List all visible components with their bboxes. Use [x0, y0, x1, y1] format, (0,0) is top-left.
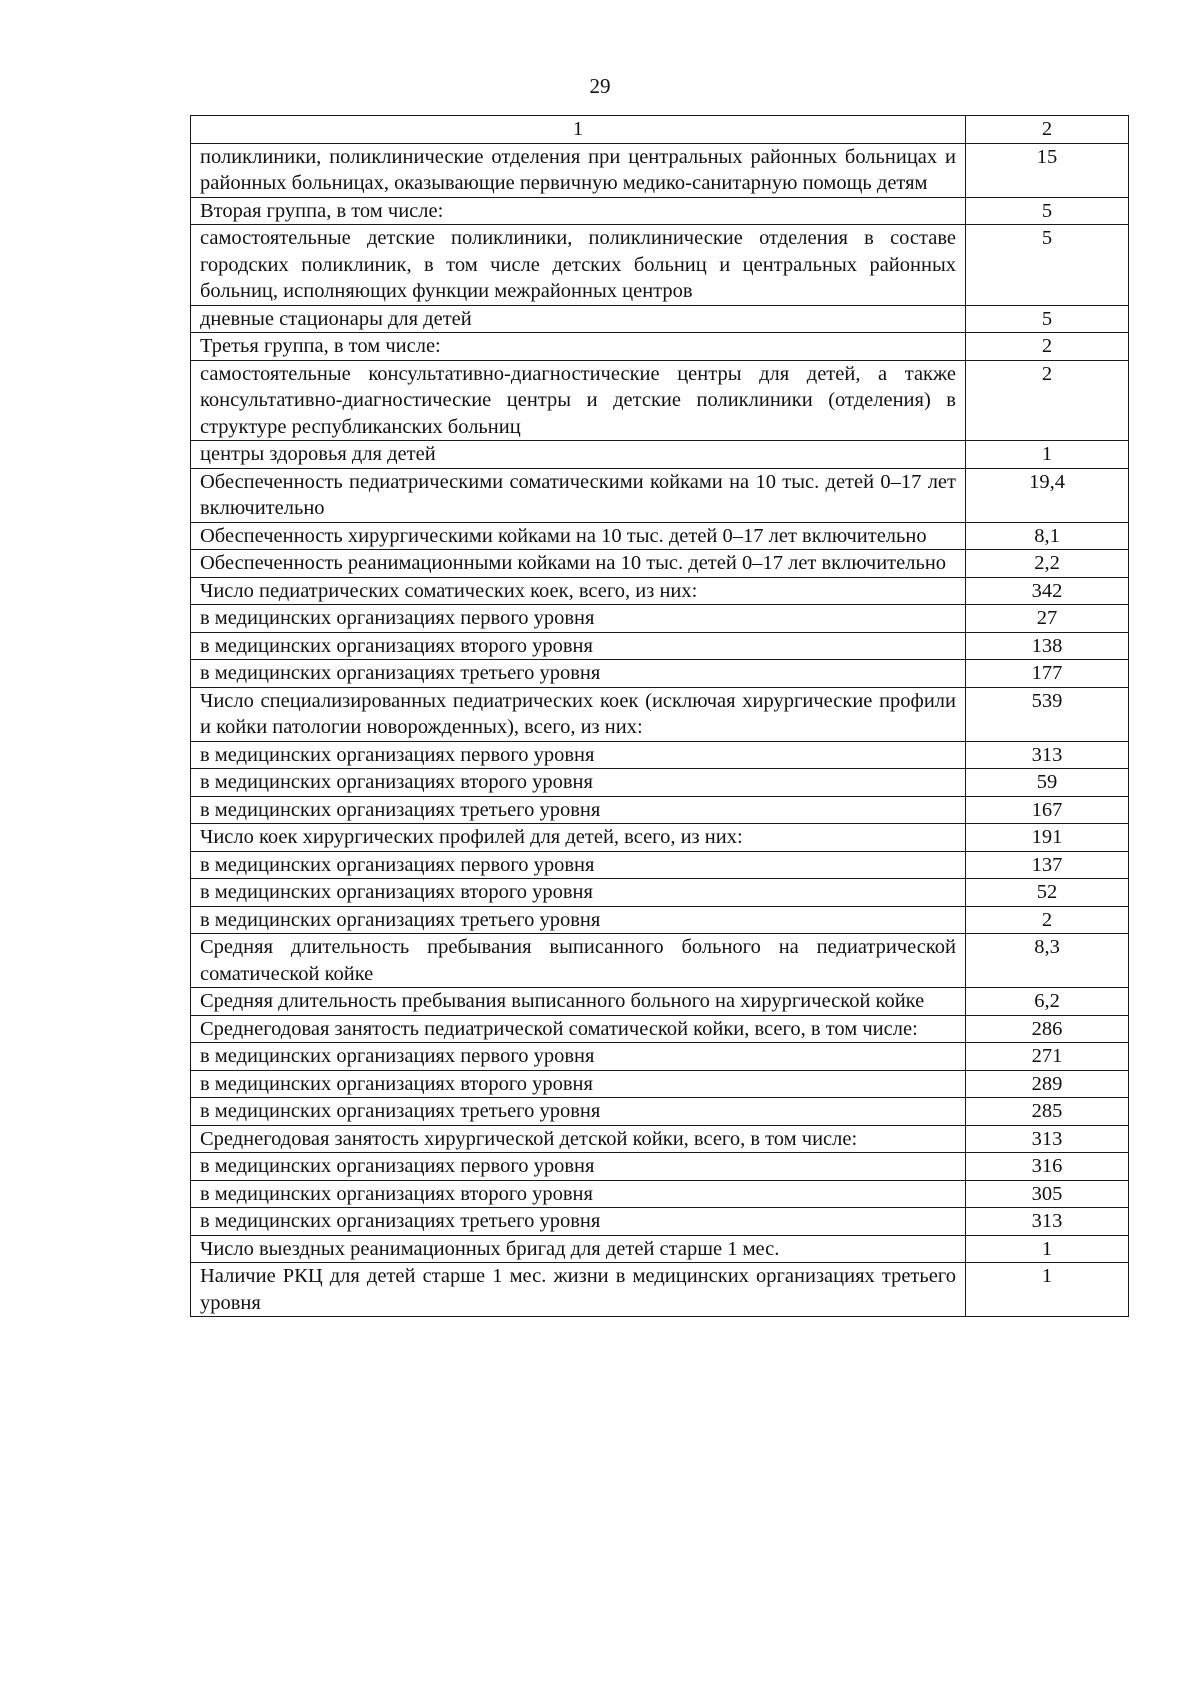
row-value: 177: [966, 660, 1129, 688]
table-row: [191, 824, 1129, 852]
table-row: [191, 605, 1129, 633]
table-row: [191, 143, 1129, 197]
row-value: 5: [966, 225, 1129, 306]
row-value: 27: [966, 605, 1129, 633]
row-label: в медицинских организациях третьего уровня: [191, 906, 966, 934]
table-row: [191, 1070, 1129, 1098]
table-row: [191, 632, 1129, 660]
row-label: в медицинских организациях второго уровня: [191, 1180, 966, 1208]
row-label: в медицинских организациях третьего уровня: [191, 1208, 966, 1236]
table-row: [191, 769, 1129, 797]
data-table: [190, 115, 1129, 1317]
table-row: [191, 197, 1129, 225]
row-value: 19,4: [966, 468, 1129, 522]
table-row: [191, 1015, 1129, 1043]
row-value: 52: [966, 879, 1129, 907]
row-value: 138: [966, 632, 1129, 660]
row-label: Обеспеченность хирургическими койками на 10 тыс. детей 0–17 лет включительно: [191, 522, 966, 550]
row-label: поликлиники, поликлинические отделения при центральных районных больницах и районных больницах, оказывающие первичную медико-санитарную помощь детям: [191, 143, 966, 197]
row-value: 313: [966, 1125, 1129, 1153]
row-value: 15: [966, 143, 1129, 197]
table-row: [191, 468, 1129, 522]
table-row: [191, 441, 1129, 469]
row-value: 342: [966, 577, 1129, 605]
table-row: [191, 1125, 1129, 1153]
table-row: [191, 988, 1129, 1016]
row-label: Средняя длительность пребывания выписанного больного на хирургической койке: [191, 988, 966, 1016]
row-value: 316: [966, 1153, 1129, 1181]
row-label: самостоятельные детские поликлиники, поликлинические отделения в составе городских поликлиник, в том числе детских больниц и центральных районных больниц, исполняющих функции межрайонных центров: [191, 225, 966, 306]
table-row: [191, 305, 1129, 333]
table-row: [191, 796, 1129, 824]
table-row: [191, 360, 1129, 441]
table-row: [191, 1043, 1129, 1071]
row-value: 2: [966, 360, 1129, 441]
row-label: Число специализированных педиатрических коек (исключая хирургические профили и койки патологии новорожденных), всего, из них:: [191, 687, 966, 741]
row-value: 2: [966, 906, 1129, 934]
table-row: [191, 1235, 1129, 1263]
row-value: 191: [966, 824, 1129, 852]
table-row: [191, 333, 1129, 361]
row-label: в медицинских организациях третьего уровня: [191, 1098, 966, 1126]
row-value: 2: [966, 333, 1129, 361]
row-value: 313: [966, 1208, 1129, 1236]
row-label: Средняя длительность пребывания выписанного больного на педиатрической соматической койке: [191, 934, 966, 988]
row-label: в медицинских организациях второго уровня: [191, 632, 966, 660]
row-value: 289: [966, 1070, 1129, 1098]
row-value: 59: [966, 769, 1129, 797]
table-row: [191, 550, 1129, 578]
row-label: самостоятельные консультативно-диагностические центры для детей, а также консультативно-диагностические центры и детские поликлиники (отделения) в структуре республиканских больниц: [191, 360, 966, 441]
table-row: [191, 879, 1129, 907]
table-row: [191, 906, 1129, 934]
table-row: [191, 225, 1129, 306]
column-header-1: 1: [191, 116, 966, 144]
table-row: [191, 660, 1129, 688]
row-label: Обеспеченность реанимационными койками на 10 тыс. детей 0–17 лет включительно: [191, 550, 966, 578]
row-label: Число выездных реанимационных бригад для детей старше 1 мес.: [191, 1235, 966, 1263]
row-value: 1: [966, 441, 1129, 469]
row-value: 1: [966, 1235, 1129, 1263]
table-row: [191, 1180, 1129, 1208]
row-label: дневные стационары для детей: [191, 305, 966, 333]
table-row: [191, 851, 1129, 879]
row-label: в медицинских организациях второго уровня: [191, 879, 966, 907]
row-value: 1: [966, 1263, 1129, 1317]
row-label: в медицинских организациях первого уровня: [191, 1153, 966, 1181]
table-row: [191, 687, 1129, 741]
row-label: в медицинских организациях третьего уровня: [191, 796, 966, 824]
row-label: Среднегодовая занятость педиатрической соматической койки, всего, в том числе:: [191, 1015, 966, 1043]
row-value: 271: [966, 1043, 1129, 1071]
table-row: [191, 1263, 1129, 1317]
column-header-2: 2: [966, 116, 1129, 144]
row-label: Число педиатрических соматических коек, всего, из них:: [191, 577, 966, 605]
row-value: 285: [966, 1098, 1129, 1126]
row-value: 305: [966, 1180, 1129, 1208]
row-label: Третья группа, в том числе:: [191, 333, 966, 361]
row-value: 286: [966, 1015, 1129, 1043]
table-row: [191, 741, 1129, 769]
row-value: 5: [966, 305, 1129, 333]
row-label: в медицинских организациях первого уровня: [191, 741, 966, 769]
table-row: [191, 577, 1129, 605]
row-value: 8,3: [966, 934, 1129, 988]
row-value: 6,2: [966, 988, 1129, 1016]
row-value: 137: [966, 851, 1129, 879]
page-number: 29: [589, 74, 611, 98]
row-label: Среднегодовая занятость хирургической детской койки, всего, в том числе:: [191, 1125, 966, 1153]
table-row: [191, 522, 1129, 550]
row-label: в медицинских организациях первого уровня: [191, 1043, 966, 1071]
row-value: 313: [966, 741, 1129, 769]
table-row: [191, 1208, 1129, 1236]
row-value: 2,2: [966, 550, 1129, 578]
row-label: Обеспеченность педиатрическими соматическими койками на 10 тыс. детей 0–17 лет включительно: [191, 468, 966, 522]
row-value: 167: [966, 796, 1129, 824]
row-label: в медицинских организациях первого уровня: [191, 851, 966, 879]
table-body: [191, 116, 1129, 1317]
row-label: в медицинских организациях второго уровня: [191, 769, 966, 797]
table-row: [191, 1153, 1129, 1181]
row-label: Число коек хирургических профилей для детей, всего, из них:: [191, 824, 966, 852]
table-header-row: [191, 116, 1129, 144]
row-label: Вторая группа, в том числе:: [191, 197, 966, 225]
row-label: в медицинских организациях второго уровня: [191, 1070, 966, 1098]
row-label: в медицинских организациях первого уровня: [191, 605, 966, 633]
row-value: 539: [966, 687, 1129, 741]
row-value: 5: [966, 197, 1129, 225]
row-value: 8,1: [966, 522, 1129, 550]
row-label: Наличие РКЦ для детей старше 1 мес. жизни в медицинских организациях третьего уровня: [191, 1263, 966, 1317]
table-row: [191, 934, 1129, 988]
row-label: центры здоровья для детей: [191, 441, 966, 469]
table-row: [191, 1098, 1129, 1126]
row-label: в медицинских организациях третьего уровня: [191, 660, 966, 688]
